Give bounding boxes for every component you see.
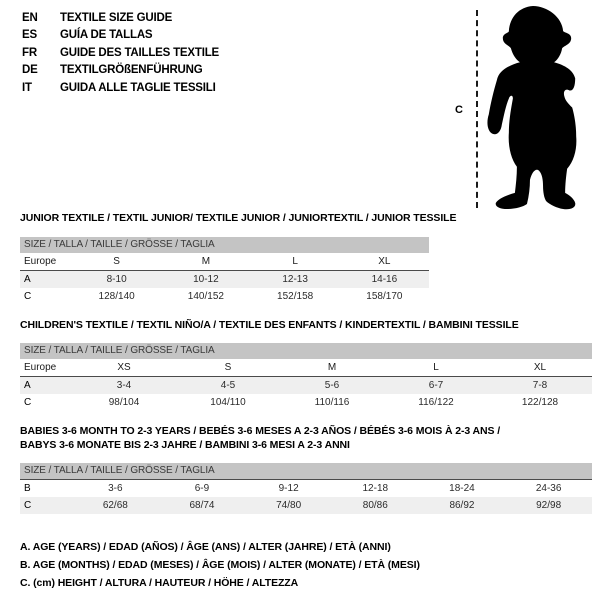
language-title: GUIDE DES TAILLES TEXTILE <box>60 46 219 59</box>
table-cell: 4-5 <box>176 377 280 395</box>
size-table <box>20 463 592 514</box>
row-label: C <box>20 497 72 514</box>
table-cell: 128/140 <box>98 290 135 302</box>
table-row <box>20 394 592 411</box>
table-cell: 3-6 <box>108 483 123 494</box>
table-cell: 92/98 <box>505 497 592 514</box>
row-label: Europe <box>20 253 72 271</box>
table-row <box>20 497 592 514</box>
row-label: B <box>24 483 31 494</box>
language-row <box>22 10 219 27</box>
size-tables-content <box>20 212 592 592</box>
column-header: S <box>72 253 161 271</box>
column-header: M <box>161 253 250 271</box>
toddler-silhouette-icon <box>485 4 587 210</box>
table-cell: 68/74 <box>159 497 246 514</box>
size-band-row <box>20 343 592 359</box>
table-cell: 80/86 <box>332 497 419 514</box>
column-header-row <box>20 359 592 377</box>
column-header: L <box>251 253 340 271</box>
table-row <box>20 270 429 288</box>
table-cell: 62/68 <box>72 497 159 514</box>
language-title: TEXTILE SIZE GUIDE <box>60 12 173 24</box>
language-row <box>22 45 219 62</box>
table-cell: 9-12 <box>278 483 299 494</box>
table-cell: 104/110 <box>210 397 246 408</box>
size-table <box>20 237 429 305</box>
table-cell: 10-12 <box>161 270 250 288</box>
table-cell: 158/170 <box>366 290 403 302</box>
section-title: CHILDREN'S TEXTILE / TEXTIL NIÑO/A / TEXTILE DES ENFANTS / KINDERTEXTIL / BAMBINI TESSILE <box>20 318 519 331</box>
language-code: DE <box>22 64 38 77</box>
column-header: XL <box>488 359 592 377</box>
table-row <box>20 480 592 498</box>
table-cell: 152/158 <box>277 290 314 302</box>
height-measure-label: C <box>455 104 463 116</box>
table-cell: 8-10 <box>72 270 161 288</box>
column-header-row <box>20 253 429 271</box>
table-cell: 24-36 <box>535 483 562 494</box>
size-band-label: SIZE / TALLA / TAILLE / GRÖSSE / TAGLIA <box>20 343 592 359</box>
section-title: JUNIOR TEXTILE / TEXTIL JUNIOR/ TEXTILE JUNIOR / JUNIORTEXTIL / JUNIOR TESSILE <box>20 212 457 224</box>
row-label: C <box>24 290 32 302</box>
language-title: GUÍA DE TALLAS <box>60 29 153 42</box>
column-header: M <box>280 359 384 377</box>
table-cell: 74/80 <box>245 497 332 514</box>
size-table <box>20 343 592 411</box>
height-dashed-line <box>476 10 478 208</box>
language-code: ES <box>22 29 37 42</box>
section-title: BABIES 3-6 MONTH TO 2-3 YEARS / BEBÉS 3-6 MESES A 2-3 AÑOS / BÉBÉS 3-6 MOIS À 2-3 ANS / <box>20 425 501 437</box>
size-guide-section <box>20 212 592 305</box>
language-code: EN <box>22 12 38 24</box>
table-cell: 122/128 <box>521 397 559 408</box>
table-cell: 6-7 <box>384 377 488 395</box>
table-cell: 18-24 <box>449 483 475 494</box>
column-header: S <box>176 359 280 377</box>
table-cell: 7-8 <box>488 377 592 395</box>
table-cell: 12-18 <box>362 483 389 494</box>
column-header: L <box>384 359 488 377</box>
column-header: XS <box>72 359 176 377</box>
size-band-label: SIZE / TALLA / TAILLE / GRÖSSE / TAGLIA <box>20 463 592 480</box>
table-row <box>20 377 592 395</box>
row-label: C <box>24 397 32 408</box>
language-code: FR <box>22 46 37 59</box>
height-measure-figure <box>448 4 593 212</box>
column-header: XL <box>340 253 429 271</box>
section-title: BABYS 3-6 MONATE BIS 2-3 JAHRE / BAMBINI 3-6 MESI A 2-3 ANNI <box>20 438 350 451</box>
size-sections <box>20 212 592 514</box>
size-band-row <box>20 463 592 480</box>
size-guide-section <box>20 319 592 412</box>
row-label: A <box>20 270 72 288</box>
language-title: TEXTILGRÖßENFÜHRUNG <box>60 64 203 77</box>
language-title-list <box>22 10 219 97</box>
table-cell: 3-4 <box>72 377 176 395</box>
language-row <box>22 80 219 97</box>
footnotes <box>20 538 592 592</box>
table-cell: 6-9 <box>194 483 210 494</box>
table-cell: 110/116 <box>314 397 350 408</box>
table-cell: 86/92 <box>419 497 506 514</box>
size-band-label: SIZE / TALLA / TAILLE / GRÖSSE / TAGLIA <box>20 237 429 253</box>
size-band-row <box>20 237 429 253</box>
table-cell: 14-16 <box>340 270 429 288</box>
row-label: Europe <box>20 359 72 377</box>
footnote: A. AGE (YEARS) / EDAD (AÑOS) / ÂGE (ANS) / ALTER (JAHRE) / ETÀ (ANNI) <box>20 541 391 553</box>
row-label: A <box>20 377 72 395</box>
table-cell: 116/122 <box>418 397 454 408</box>
table-row <box>20 288 429 305</box>
table-cell: 98/104 <box>108 397 140 408</box>
language-row <box>22 27 219 44</box>
table-cell: 140/152 <box>187 290 224 302</box>
table-cell: 5-6 <box>280 377 384 395</box>
size-guide-section <box>20 425 592 514</box>
footnote: C. (cm) HEIGHT / ALTURA / HAUTEUR / HÖHE / ALTEZZA <box>20 577 299 589</box>
language-code: IT <box>22 81 32 94</box>
language-title: GUIDA ALLE TAGLIE TESSILI <box>60 81 216 94</box>
table-cell: 12-13 <box>251 270 340 288</box>
footnote: B. AGE (MONTHS) / EDAD (MESES) / ÂGE (MOIS) / ALTER (MONATE) / ETÀ (MESI) <box>20 559 420 571</box>
language-row <box>22 62 219 79</box>
